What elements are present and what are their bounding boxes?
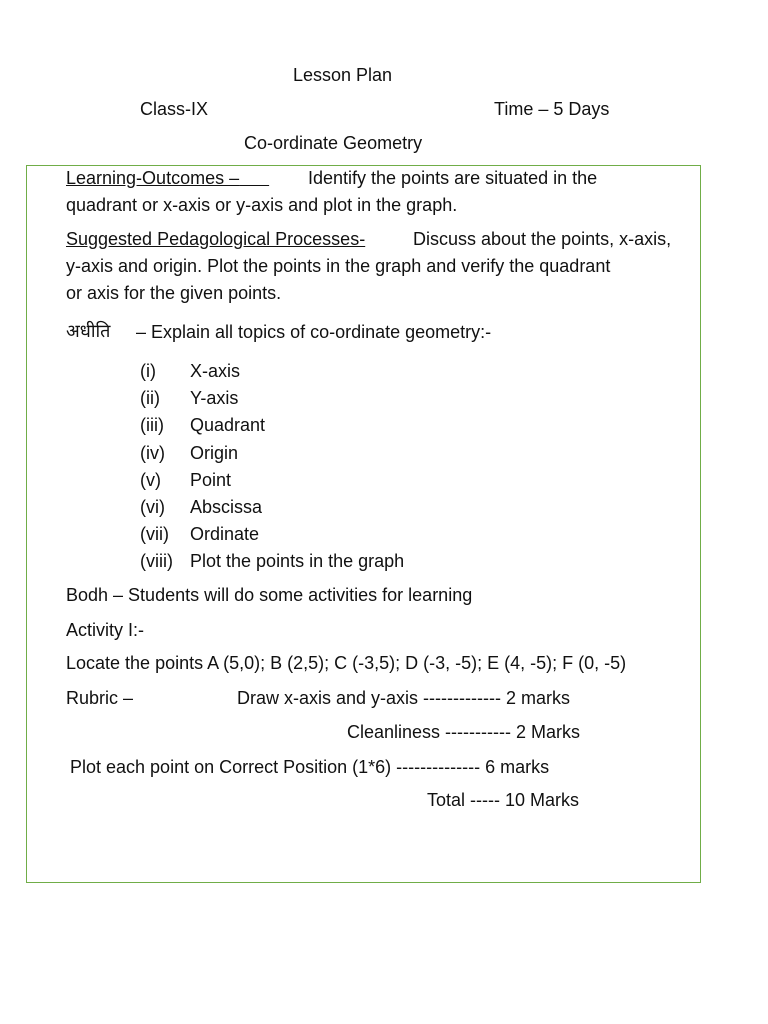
- topic-number: (vi): [140, 497, 165, 517]
- bodh-text: Bodh – Students will do some activities for learning: [66, 585, 473, 605]
- pedagogy-label: Suggested Pedagological Processes-: [66, 229, 366, 249]
- topic-number: (iii): [140, 415, 164, 435]
- topic-text: Point: [190, 470, 232, 490]
- pedagogy-text: Discuss about the points, x-axis,: [413, 229, 672, 249]
- topic-text: X-axis: [190, 361, 241, 381]
- topic-number: (vii): [140, 524, 169, 544]
- topic-number: (viii): [140, 551, 173, 571]
- time-label: Time – 5 Days: [494, 99, 610, 119]
- class-label: Class-IX: [140, 99, 209, 119]
- rubric-line-2: Cleanliness ----------- 2 Marks: [347, 722, 580, 742]
- topic-number: (i): [140, 361, 156, 381]
- pedagogy-text-3: or axis for the given points.: [66, 283, 282, 303]
- topic-text: Plot the points in the graph: [190, 551, 405, 571]
- topic-text: Quadrant: [190, 415, 266, 435]
- topic-text: Ordinate: [190, 524, 260, 544]
- document-title: Lesson Plan: [293, 65, 393, 85]
- topic-number: (ii): [140, 388, 160, 408]
- learning-outcomes-text-2: quadrant or x-axis or y-axis and plot in the graph.: [66, 195, 458, 215]
- learning-outcomes-text: Identify the points are situated in the: [308, 168, 598, 188]
- rubric-label: Rubric –: [66, 688, 134, 708]
- topic-text: Y-axis: [190, 388, 239, 408]
- rubric-total: Total ----- 10 Marks: [427, 790, 580, 810]
- activity-title: Activity I:-: [66, 620, 145, 640]
- subject-title: Co-ordinate Geometry: [244, 133, 423, 153]
- activity-task: Locate the points A (5,0); B (2,5); C (-3,5); D (-3, -5); E (4, -5); F (0, -5): [66, 653, 627, 673]
- topic-number: (v): [140, 470, 161, 490]
- adhiti-text: – Explain all topics of co-ordinate geometry:-: [136, 322, 492, 342]
- pedagogy-text-2: y-axis and origin. Plot the points in the graph and verify the quadrant: [66, 256, 611, 276]
- rubric-line-1: Draw x-axis and y-axis ------------- 2 marks: [237, 688, 570, 708]
- topic-number: (iv): [140, 443, 165, 463]
- topic-text: Abscissa: [190, 497, 263, 517]
- adhiti-label: अधीति: [66, 321, 111, 342]
- topic-text: Origin: [190, 443, 239, 463]
- rubric-line-3: Plot each point on Correct Position (1*6) -------------- 6 marks: [70, 757, 550, 777]
- learning-outcomes-label: Learning-Outcomes –: [66, 168, 240, 188]
